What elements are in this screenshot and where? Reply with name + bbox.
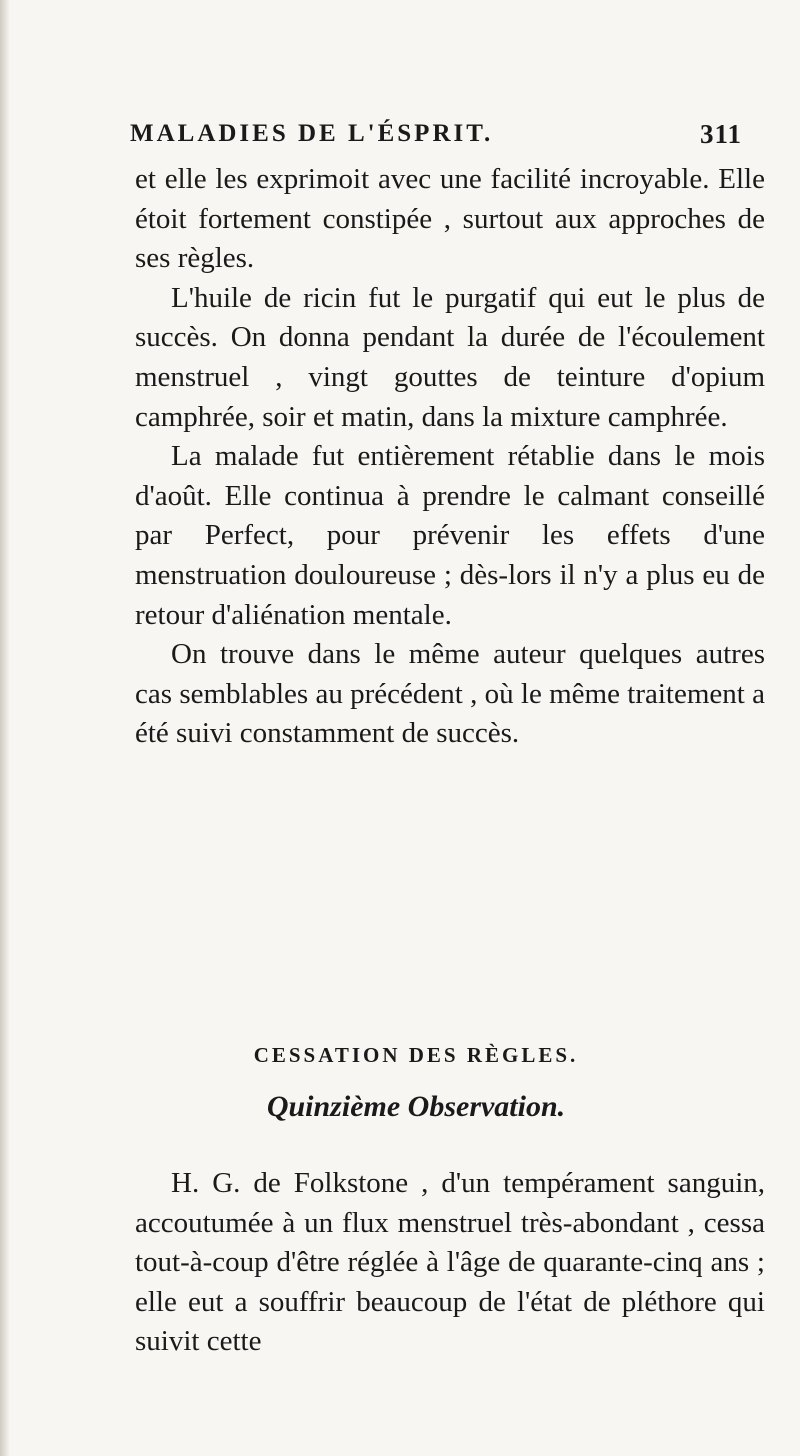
page-edge-shadow: [0, 0, 10, 1456]
paragraph: On trouve dans le même auteur quelques autres cas semblables au précédent , où le même traitement a été suivi constamment de succès.: [135, 638, 765, 750]
running-head: [130, 118, 770, 150]
paragraph: La malade fut entièrement rétablie dans le mois d'août. Elle continua à prendre le calmant conseillé par Perfect, pour prévenir les effets d'une menstruation douloureuse ; dès-lors il n'y a plus eu de retour d'aliénation mentale.: [135, 440, 765, 631]
observation-title: Quinzième Observation.: [266, 1090, 566, 1123]
paragraph: H. G. de Folkstone , d'un tempérament sanguin, accoutumée à un flux menstruel très-abondant , cessa tout-à-coup d'être réglée à l'âge de quarante-cinq ans ; elle eut a souffrir beaucoup de l'état de pléthore qui suivit cette: [135, 1167, 765, 1358]
page-number: 311: [700, 119, 743, 149]
body-text-continued: [135, 1164, 765, 1362]
paragraph: L'huile de ricin fut le purgatif qui eut le plus de succès. On donna pendant la durée de l'écoulement menstruel , vingt gouttes de teinture d'opium camphrée, soir et matin, dans la mixture camphrée.: [135, 281, 765, 433]
paragraph: et elle les exprimoit avec une facilité incroyable. Elle étoit fortement constipée , surtout aux approches de ses règles.: [135, 163, 765, 275]
body-text: [135, 160, 765, 754]
running-head-title: MALADIES DE L'ÉSPRIT.: [130, 120, 494, 147]
section-heading: CESSATION DES RÈGLES.: [253, 1043, 579, 1067]
